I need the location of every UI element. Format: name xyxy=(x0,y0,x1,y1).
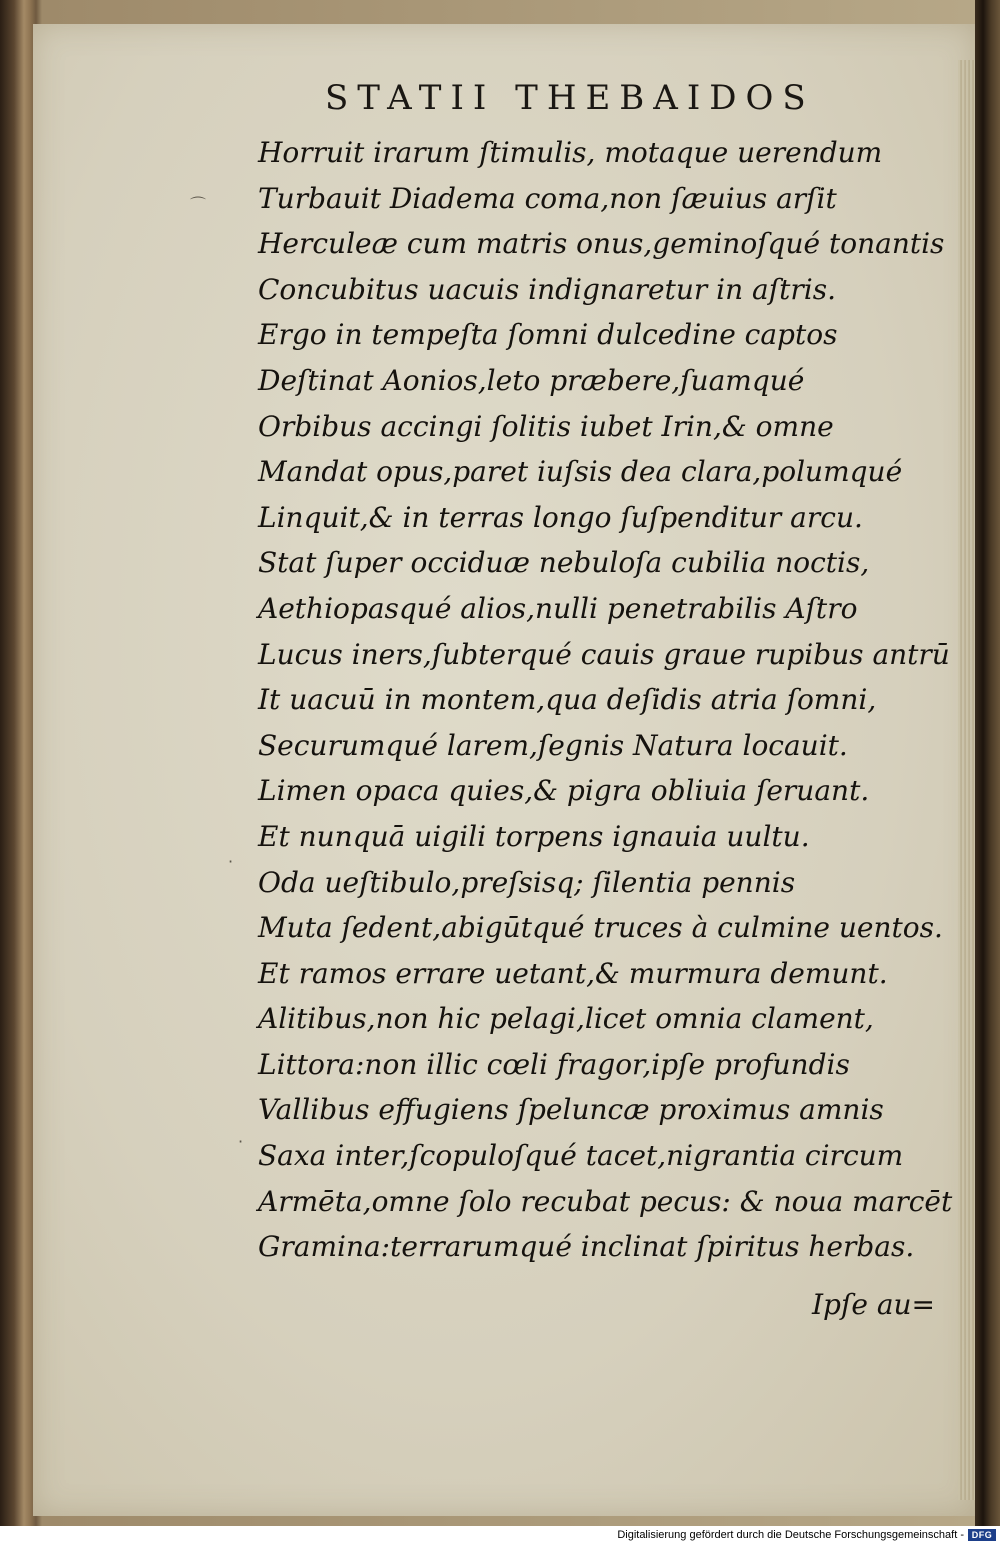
page-stack-edges xyxy=(958,60,975,1500)
verse-line: Ergo in tempeſta ſomni dulcedine captos xyxy=(258,318,838,352)
verse-line: Orbibus accingi ſolitis iubet Irin,& omne xyxy=(258,409,834,443)
ink-speck: ⌒ xyxy=(190,195,207,214)
verse-line: Securumqué larem,ſegnis Natura locauit. xyxy=(258,728,848,762)
book-binding-edge xyxy=(975,0,1000,1544)
verse-line: Deſtinat Aonios,leto præbere,ſuamqué xyxy=(258,363,805,397)
verse-line: Lucus iners,ſubterqué cauis graue rupibus antrū xyxy=(258,637,950,671)
digitization-note: Digitalisierung gefördert durch die Deutsche Forschungsgemeinschaft - xyxy=(617,1529,964,1541)
verse-line: Limen opaca quies,& pigra obliuia ſeruant. xyxy=(258,774,870,808)
verse-line: Muta ſedent,abigūtqué truces à culmine uentos. xyxy=(258,911,943,945)
verse-line: Aethiopasqué alios,nulli penetrabilis Aſtro xyxy=(258,591,858,625)
verse-line: Armēta,omne ſolo recubat pecus: & noua marcēt xyxy=(258,1184,953,1218)
verse-line: Et ramos errare uetant,& murmura demunt. xyxy=(258,956,888,990)
verse-line: Saxa inter,ſcopuloſqué tacet,nigrantia circum xyxy=(258,1139,904,1173)
dfg-logo: DFG xyxy=(968,1529,996,1541)
verse-line: It uacuū in montem,qua deſidis atria ſomni, xyxy=(258,683,877,717)
verse-line: Oda ueſtibulo,preſsisq; ſilentia pennis xyxy=(258,865,796,899)
verse-line: Linquit,& in terras longo ſuſpenditur arcu. xyxy=(258,500,863,534)
digitization-footer xyxy=(0,1526,1000,1544)
ink-speck: · xyxy=(228,852,234,871)
verse-line: Gramina:terrarumqué inclinat ſpiritus herbas. xyxy=(258,1230,915,1264)
verse-line: Horruit irarum ſtimulis, motaque uerendum xyxy=(258,136,883,169)
verse-line: Concubitus uacuis indignaretur in aſtris. xyxy=(258,272,836,306)
verse-line: Herculeæ cum matris onus,geminoſqué tonantis xyxy=(258,227,945,261)
verse-line: Alitibus,non hic pelagi,licet omnia clament, xyxy=(258,1002,874,1036)
verse-line: Et nunquā uigili torpens ignauia uultu. xyxy=(258,819,810,853)
verse-line: Stat ſuper occiduæ nebuloſa cubilia noctis, xyxy=(258,546,870,580)
verse-text-block xyxy=(258,130,953,1270)
verse-line: Littora:non illic cœli fragor,ipſe profundis xyxy=(258,1047,850,1081)
catchword: Ipſe au= xyxy=(812,1288,936,1321)
verse-line: Mandat opus,paret iuſsis dea clara,polumqué xyxy=(258,455,903,489)
ink-speck: · xyxy=(238,1132,244,1151)
running-header: STATII THEBAIDOS xyxy=(325,78,815,118)
verse-line: Vallibus effugiens ſpeluncæ proximus amnis xyxy=(258,1093,884,1127)
verse-line: Turbauit Diadema coma,non ſæuius arſit xyxy=(258,181,837,215)
